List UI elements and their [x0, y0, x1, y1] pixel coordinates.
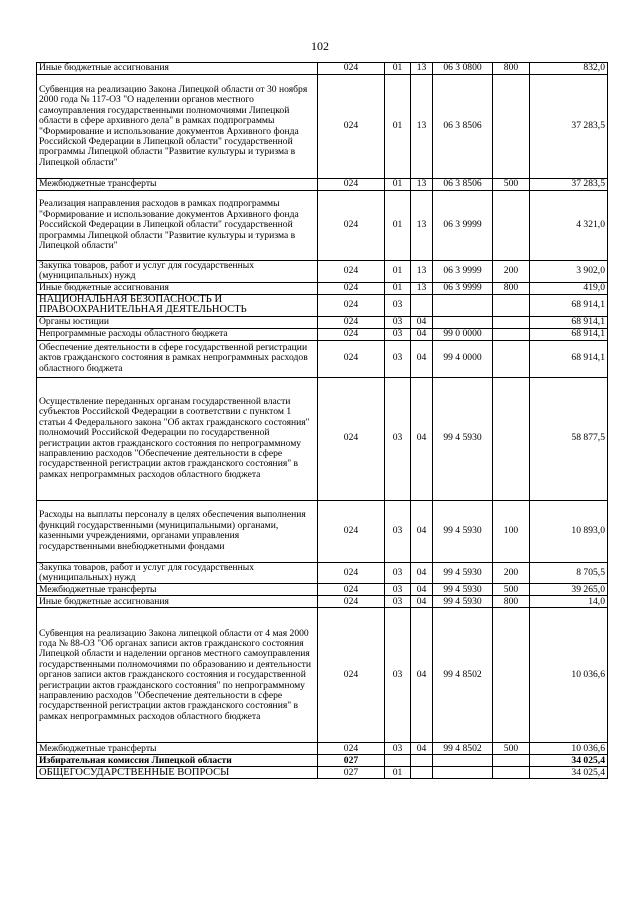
- target-article-code-cell: [433, 767, 493, 779]
- expense-name-cell: НАЦИОНАЛЬНАЯ БЕЗОПАСНОСТЬ И ПРАВООХРАНИТЕЛЬНАЯ ДЕЯТЕЛЬНОСТЬ: [37, 294, 318, 316]
- expense-name-cell: ОБЩЕГОСУДАРСТВЕННЫЕ ВОПРОСЫ: [37, 767, 318, 779]
- section-code-cell: 03: [385, 294, 411, 316]
- amount-cell: 58 877,5: [530, 377, 608, 500]
- amount-cell: 419,0: [530, 282, 608, 294]
- target-article-code-cell: 99 4 5930: [433, 377, 493, 500]
- expense-name-cell: Органы юстиции: [37, 316, 318, 328]
- subsection-code-cell: 04: [411, 340, 433, 377]
- section-code-cell: 03: [385, 562, 411, 584]
- expense-type-code-cell: [493, 328, 530, 340]
- target-article-code-cell: 06 3 0800: [433, 63, 493, 75]
- expense-type-code-cell: 200: [493, 562, 530, 584]
- table-row: [37, 584, 608, 596]
- target-article-code-cell: 06 3 8506: [433, 75, 493, 179]
- section-code-cell: 01: [385, 767, 411, 779]
- amount-cell: 8 705,5: [530, 562, 608, 584]
- subsection-code-cell: 04: [411, 562, 433, 584]
- page-number: 102: [311, 39, 329, 53]
- amount-cell: 10 036,6: [530, 608, 608, 743]
- table-row: [37, 282, 608, 294]
- expense-type-code-cell: 500: [493, 743, 530, 755]
- section-code-cell: 01: [385, 282, 411, 294]
- amount-cell: 832,0: [530, 63, 608, 75]
- section-code-cell: 03: [385, 500, 411, 562]
- subsection-code-cell: 04: [411, 328, 433, 340]
- expense-name-cell: Закупка товаров, работ и услуг для государственных (муниципальных) нужд: [37, 562, 318, 584]
- table-row: [37, 294, 608, 316]
- subsection-code-cell: 04: [411, 584, 433, 596]
- subsection-code-cell: 04: [411, 316, 433, 328]
- ministry-code-cell: 024: [318, 191, 385, 261]
- ministry-code-cell: 024: [318, 340, 385, 377]
- target-article-code-cell: 06 3 9999: [433, 191, 493, 261]
- target-article-code-cell: 99 4 8502: [433, 608, 493, 743]
- ministry-code-cell: 024: [318, 261, 385, 283]
- expense-name-cell: Иные бюджетные ассигнования: [37, 63, 318, 75]
- table-row: [37, 316, 608, 328]
- expense-name-cell: Обеспечение деятельности в сфере государственной регистрации актов гражданского состояния в рамках непрограммных расходов областного бюджета: [37, 340, 318, 377]
- table-row: [37, 767, 608, 779]
- expense-type-code-cell: 800: [493, 63, 530, 75]
- table-row: [37, 377, 608, 500]
- expense-type-code-cell: [493, 75, 530, 179]
- section-code-cell: 01: [385, 75, 411, 179]
- target-article-code-cell: 99 4 5930: [433, 584, 493, 596]
- section-code-cell: 03: [385, 743, 411, 755]
- budget-table-body: [37, 63, 608, 779]
- ministry-code-cell: 024: [318, 75, 385, 179]
- subsection-code-cell: 13: [411, 179, 433, 191]
- amount-cell: 10 893,0: [530, 500, 608, 562]
- section-code-cell: 03: [385, 596, 411, 608]
- table-row: [37, 340, 608, 377]
- section-code-cell: 01: [385, 179, 411, 191]
- ministry-code-cell: 024: [318, 294, 385, 316]
- table-row: [37, 191, 608, 261]
- subsection-code-cell: [411, 767, 433, 779]
- table-row: [37, 755, 608, 767]
- section-code-cell: 03: [385, 316, 411, 328]
- ministry-code-cell: 024: [318, 562, 385, 584]
- ministry-code-cell: 024: [318, 743, 385, 755]
- expense-name-cell: Субвенция на реализацию Закона липецкой области от 4 мая 2000 года № 88-ОЗ "Об органах записи актов гражданского состояния Липецкой области и наделении органов местного самоуправления государственными полномочиями по образованию и деятельности органов записи актов гражданского состояния и государственной регистрации актов гражданского состояния" по непрограммному направлению расходов "Обеспечение деятельности в сфере государственной регистрации актов гражданского состояния" в рамках непрограммных расходов областного бюджета: [37, 608, 318, 743]
- ministry-code-cell: 024: [318, 63, 385, 75]
- ministry-code-cell: 027: [318, 755, 385, 767]
- table-row: [37, 179, 608, 191]
- subsection-code-cell: 13: [411, 63, 433, 75]
- target-article-code-cell: 99 4 5930: [433, 500, 493, 562]
- amount-cell: 39 265,0: [530, 584, 608, 596]
- section-code-cell: 01: [385, 63, 411, 75]
- budget-table: [36, 62, 608, 779]
- expense-type-code-cell: 800: [493, 596, 530, 608]
- expense-name-cell: Непрограммные расходы областного бюджета: [37, 328, 318, 340]
- expense-name-cell: Закупка товаров, работ и услуг для государственных (муниципальных) нужд: [37, 261, 318, 283]
- amount-cell: 68 914,1: [530, 328, 608, 340]
- ministry-code-cell: 024: [318, 584, 385, 596]
- amount-cell: 34 025,4: [530, 755, 608, 767]
- expense-name-cell: Реализация направления расходов в рамках подпрограммы "Формирование и использование документов Архивного фонда Российской Федерации в Липецкой области" государственной программы Липецкой области "Развитие культуры и туризма в Липецкой области": [37, 191, 318, 261]
- section-code-cell: 03: [385, 340, 411, 377]
- section-code-cell: [385, 755, 411, 767]
- target-article-code-cell: 99 4 0000: [433, 340, 493, 377]
- expense-name-cell: Межбюджетные трансферты: [37, 584, 318, 596]
- amount-cell: 68 914,1: [530, 294, 608, 316]
- table-row: [37, 562, 608, 584]
- subsection-code-cell: [411, 755, 433, 767]
- expense-type-code-cell: 100: [493, 500, 530, 562]
- amount-cell: 68 914,1: [530, 340, 608, 377]
- expense-type-code-cell: [493, 755, 530, 767]
- ministry-code-cell: 024: [318, 608, 385, 743]
- expense-type-code-cell: [493, 294, 530, 316]
- expense-type-code-cell: [493, 377, 530, 500]
- target-article-code-cell: 06 3 9999: [433, 282, 493, 294]
- table-row: [37, 608, 608, 743]
- ministry-code-cell: 027: [318, 767, 385, 779]
- target-article-code-cell: [433, 316, 493, 328]
- expense-name-cell: Расходы на выплаты персоналу в целях обеспечения выполнения функций государственными (муниципальными) органами, казенными учреждениями, органами управления государственными внебюджетными фондами: [37, 500, 318, 562]
- subsection-code-cell: 13: [411, 282, 433, 294]
- amount-cell: 10 036,6: [530, 743, 608, 755]
- expense-type-code-cell: [493, 340, 530, 377]
- amount-cell: 14,0: [530, 596, 608, 608]
- amount-cell: 68 914,1: [530, 316, 608, 328]
- subsection-code-cell: 13: [411, 75, 433, 179]
- subsection-code-cell: [411, 294, 433, 316]
- expense-name-cell: Избирательная комиссия Липецкой области: [37, 755, 318, 767]
- amount-cell: 37 283,5: [530, 75, 608, 179]
- target-article-code-cell: 99 4 5930: [433, 562, 493, 584]
- ministry-code-cell: 024: [318, 500, 385, 562]
- section-code-cell: 01: [385, 191, 411, 261]
- ministry-code-cell: 024: [318, 328, 385, 340]
- expense-type-code-cell: [493, 316, 530, 328]
- subsection-code-cell: 04: [411, 500, 433, 562]
- subsection-code-cell: 04: [411, 743, 433, 755]
- table-row: [37, 75, 608, 179]
- target-article-code-cell: 06 3 8506: [433, 179, 493, 191]
- amount-cell: 37 283,5: [530, 179, 608, 191]
- amount-cell: 4 321,0: [530, 191, 608, 261]
- table-row: [37, 596, 608, 608]
- target-article-code-cell: 99 0 0000: [433, 328, 493, 340]
- expense-name-cell: Межбюджетные трансферты: [37, 743, 318, 755]
- subsection-code-cell: 13: [411, 191, 433, 261]
- subsection-code-cell: 04: [411, 377, 433, 500]
- target-article-code-cell: 06 3 9999: [433, 261, 493, 283]
- expense-type-code-cell: 200: [493, 261, 530, 283]
- table-row: [37, 261, 608, 283]
- expense-name-cell: Иные бюджетные ассигнования: [37, 282, 318, 294]
- subsection-code-cell: 13: [411, 261, 433, 283]
- expense-type-code-cell: 800: [493, 282, 530, 294]
- ministry-code-cell: 024: [318, 316, 385, 328]
- target-article-code-cell: [433, 294, 493, 316]
- amount-cell: 3 902,0: [530, 261, 608, 283]
- ministry-code-cell: 024: [318, 282, 385, 294]
- ministry-code-cell: 024: [318, 377, 385, 500]
- ministry-code-cell: 024: [318, 596, 385, 608]
- subsection-code-cell: 04: [411, 596, 433, 608]
- target-article-code-cell: 99 4 8502: [433, 743, 493, 755]
- table-row: [37, 63, 608, 75]
- expense-name-cell: Иные бюджетные ассигнования: [37, 596, 318, 608]
- expense-type-code-cell: 500: [493, 179, 530, 191]
- expense-type-code-cell: [493, 767, 530, 779]
- section-code-cell: 03: [385, 608, 411, 743]
- section-code-cell: 03: [385, 328, 411, 340]
- target-article-code-cell: 99 4 5930: [433, 596, 493, 608]
- subsection-code-cell: 04: [411, 608, 433, 743]
- expense-type-code-cell: 500: [493, 584, 530, 596]
- amount-cell: 34 025,4: [530, 767, 608, 779]
- expense-type-code-cell: [493, 608, 530, 743]
- table-row: [37, 500, 608, 562]
- expense-name-cell: Осуществление переданных органам государственной власти субъектов Российской Федерации в соответствии с пунктом 1 статьи 4 Федерального закона "Об актах гражданского состояния" полномочий Российской Федерации по государственной регистрации актов гражданского состояния по непрограммному направлению расходов "Обеспечение деятельности в сфере государственной регистрации актов гражданского состояния" в рамках непрограммных расходов областного бюджета: [37, 377, 318, 500]
- section-code-cell: 03: [385, 584, 411, 596]
- expense-name-cell: Субвенция на реализацию Закона Липецкой области от 30 ноября 2000 года № 117-ОЗ "О наделении органов местного самоуправления государственными полномочиями Липецкой области в сфере архивного дела" в рамках подпрограммы "Формирование и использование документов Архивного фонда Российской Федерации в Липецкой области" государственной программы Липецкой области "Развитие культуры и туризма в Липецкой области": [37, 75, 318, 179]
- expense-name-cell: Межбюджетные трансферты: [37, 179, 318, 191]
- ministry-code-cell: 024: [318, 179, 385, 191]
- section-code-cell: 01: [385, 261, 411, 283]
- target-article-code-cell: [433, 755, 493, 767]
- table-row: [37, 743, 608, 755]
- table-row: [37, 328, 608, 340]
- expense-type-code-cell: [493, 191, 530, 261]
- section-code-cell: 03: [385, 377, 411, 500]
